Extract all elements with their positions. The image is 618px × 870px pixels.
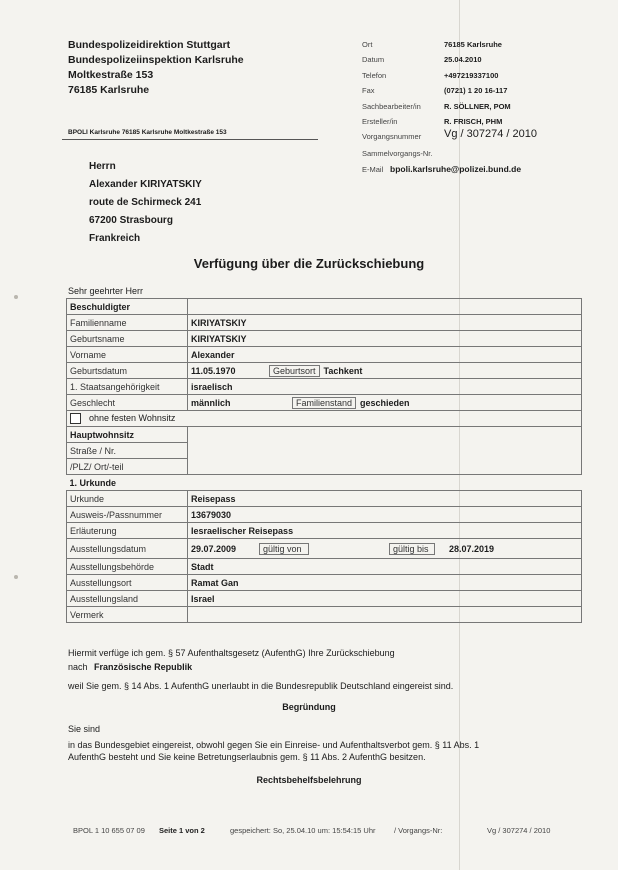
ausstellungsdatum-value: 29.07.2009 [191,543,237,554]
field-label: Familienname [67,315,188,331]
body-paragraph: AufenthG besteht und Sie keine Betretungserlaubnis gem. § 11 Abs. 2 AufenthG besitzen. [68,752,426,762]
erlaeuterung-value: Iesraelischer Reisepass [188,523,582,539]
footer-vorgang-label: / Vorgangs-Nr: [394,826,443,835]
gueltig-bis-value: 28.07.2019 [449,543,495,554]
field-label: Ausstellungsland [67,591,188,607]
ausstellungsort-value: Ramat Gan [188,575,582,591]
footer-page: Seite 1 von 2 [159,826,205,835]
familienname-value: KIRIYATSKIY [188,315,582,331]
meta-label: Sachbearbeiter/in [362,101,421,111]
geburtsname-value: KIRIYATSKIY [188,331,582,347]
geburtsort-label: Geburtsort [269,365,320,377]
ohne-wohnsitz-checkbox[interactable] [70,413,81,424]
meta-datum: 25.04.2010 [444,55,482,65]
field-label: Vermerk [67,607,188,623]
return-address: BPOLI Karlsruhe 76185 Karlsruhe Moltkestraße 153 [68,129,227,136]
nach-label: nach [68,662,88,672]
meta-telefon: +497219337100 [444,70,499,80]
meta-email: bpoli.karlsruhe@polizei.bund.de [390,163,522,174]
sender-line: Bundespolizeiinspektion Karlsruhe [68,54,244,66]
meta-label: Sammelvorgangs-Nr. [362,149,433,159]
ohne-wohnsitz-label: ohne festen Wohnsitz [89,412,176,423]
meta-label: Vorgangsnummer [362,132,422,142]
recipient-address [89,158,202,248]
section-header-wohnsitz: Hauptwohnsitz [67,427,188,443]
field-label: Erläuterung [67,523,188,539]
field-label: Geschlecht [67,395,188,411]
field-label: Ausweis-/Passnummer [67,507,188,523]
body-paragraph: Hiermit verfüge ich gem. § 57 Aufenthaltsgesetz (AufenthG) Ihre Zurückschiebung [68,648,395,658]
meta-label: Fax [362,86,375,96]
document-title: Verfügung über die Zurückschiebung [193,256,425,271]
body-paragraph: weil Sie gem. § 14 Abs. 1 AufenthG unerlaubt in die Bundesrepublik Deutschland eingereist sind. [68,681,454,691]
sender-block [68,38,244,98]
field-label: Ausstellungsort [67,575,188,591]
meta-fax: (0721) 1 20 16-117 [444,86,508,96]
meta-label: E-Mail [362,164,384,174]
recipient-name: Alexander KIRIYATSKIY [89,179,202,190]
footer-vorgang: Vg / 307274 / 2010 [487,826,551,835]
familienstand-label: Familienstand [292,397,356,409]
meta-ersteller: R. FRISCH, PHM [444,116,503,126]
field-label: Ausstellungsdatum [67,539,188,559]
sender-line: 76185 Karlsruhe [68,84,150,96]
field-label: Geburtsdatum [67,363,188,379]
field-label: /PLZ/ Ort/-teil [67,459,188,475]
urkunde-value: Reisepass [188,491,582,507]
return-address-divider [62,139,318,140]
footer-code: BPOL 1 10 655 07 09 [73,826,145,835]
meta-label: Ersteller/in [362,116,398,126]
punch-hole [14,575,18,579]
recipient-street: route de Schirmeck 241 [89,197,202,208]
field-label: 1. Staatsangehörigkeit [67,379,188,395]
geburtsdatum-value: 11.05.1970 [191,365,236,376]
meta-vorgang: Vg / 307274 / 2010 [444,128,537,141]
meta-label: Ort [362,40,373,49]
gueltig-von-label: gültig von [259,543,309,555]
staatsangehoerigkeit-value: israelisch [188,379,582,395]
field-label: Vorname [67,347,188,363]
meta-sachbearbeiter: R. SÖLLNER, POM [444,101,511,111]
geschlecht-value: männlich [191,397,231,408]
data-table [66,298,582,623]
field-label: Urkunde [67,491,188,507]
gueltig-bis-label: gültig bis [389,543,435,555]
ausstellungsland-value: Israel [188,591,582,607]
body-paragraph: in das Bundesgebiet eingereist, obwohl gegen Sie ein Einreise- und Aufenthaltsverbot gem. § 11 Abs. 1 [68,740,480,750]
meta-label: Telefon [362,70,387,80]
geburtsort-value: Tachkent [323,365,363,376]
field-label: Straße / Nr. [67,443,188,459]
sender-line: Bundespolizeidirektion Stuttgart [68,39,231,51]
sender-line: Moltkestraße 153 [68,69,154,81]
recipient-salutation: Herrn [89,161,116,172]
punch-hole [14,295,18,299]
meta-ort: 76185 Karlsruhe [444,40,502,49]
greeting: Sehr geehrter Herr [68,286,144,296]
passnummer-value: 13679030 [188,507,582,523]
section-header-beschuldigter: Beschuldigter [67,299,188,315]
recipient-country: Frankreich [89,233,141,244]
familienstand-value: geschieden [360,397,410,408]
nach-value: Französische Republik [94,662,193,672]
vorname-value: Alexander [188,347,582,363]
field-label: Geburtsname [67,331,188,347]
recipient-city: 67200 Strasbourg [89,215,173,226]
body-paragraph: Sie sind [68,724,101,734]
section-heading-begruendung: Begründung [282,702,336,712]
section-heading-rechtsbehelf: Rechtsbehelfsbelehrung [256,775,362,785]
section-header-urkunde: 1. Urkunde [67,475,582,491]
field-label: Ausstellungsbehörde [67,559,188,575]
behoerde-value: Stadt [188,559,582,575]
meta-label: Datum [362,55,385,65]
nach-line [68,662,192,672]
footer-saved: gespeichert: So, 25.04.10 um: 15:54:15 Uhr [230,826,376,835]
